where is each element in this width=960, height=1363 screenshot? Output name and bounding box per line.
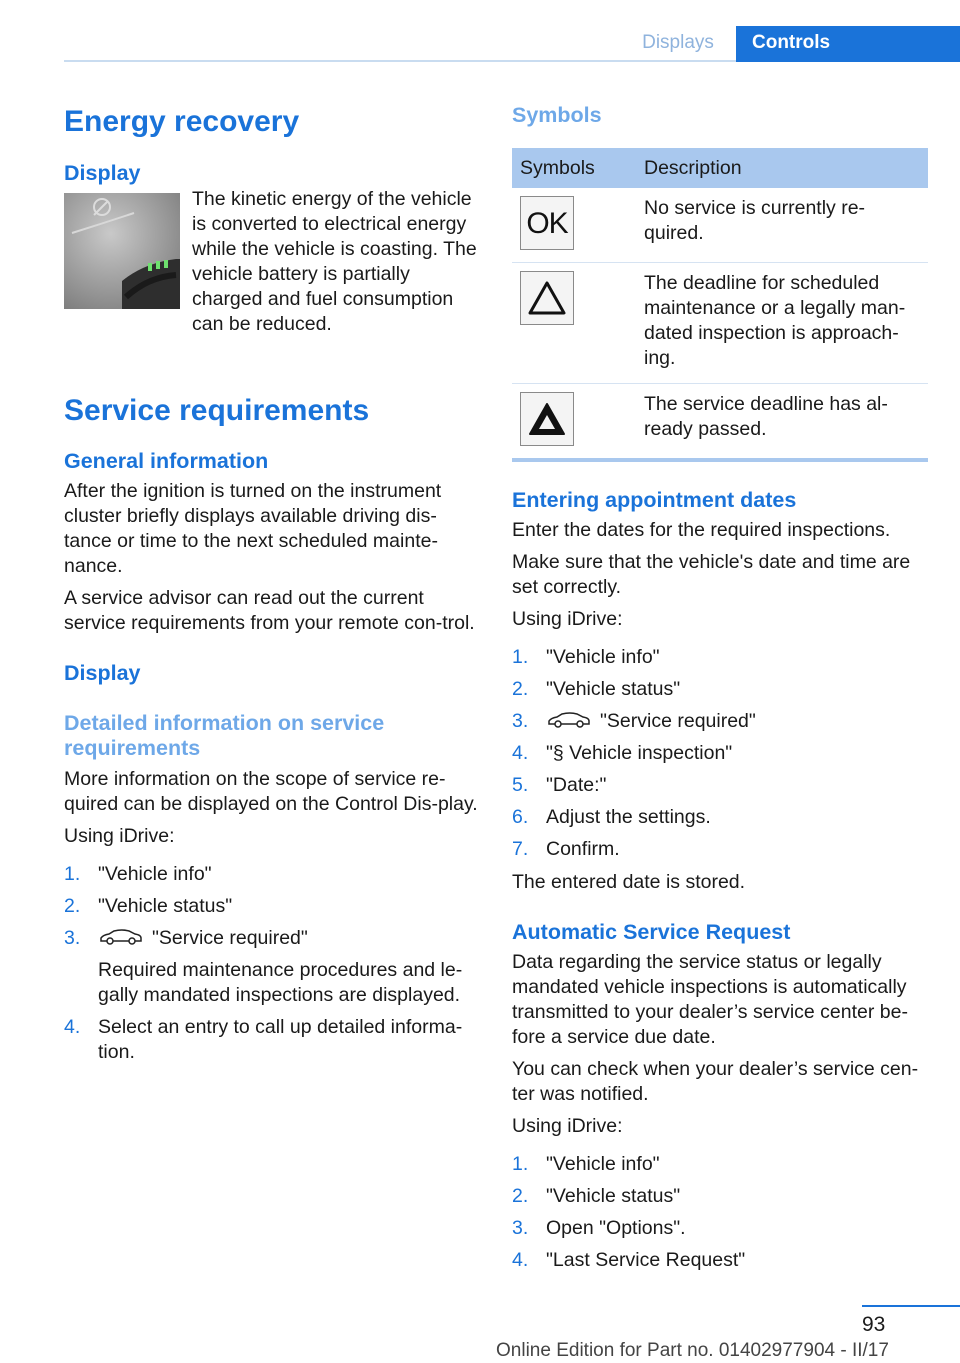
table-row xyxy=(512,188,928,263)
list-item xyxy=(512,773,928,798)
list-item xyxy=(64,862,480,887)
step-number: 2. xyxy=(512,678,529,700)
left-steps-list xyxy=(64,862,480,1065)
symbol-cell xyxy=(512,188,636,263)
list-item xyxy=(512,709,928,734)
step-text: "Vehicle info" xyxy=(546,1153,660,1175)
step-text: "Vehicle status" xyxy=(546,1185,681,1207)
step-number: 3. xyxy=(64,927,81,949)
footer-rule xyxy=(862,1305,960,1307)
table-row xyxy=(512,263,928,384)
step-text: Open "Options". xyxy=(546,1217,686,1239)
energy-block xyxy=(64,187,480,337)
step-text: Confirm. xyxy=(546,838,620,860)
warning-triangle-filled-icon xyxy=(520,392,574,446)
energy-recovery-title: Energy recovery xyxy=(64,105,300,138)
column-header-description: Description xyxy=(636,148,928,188)
detailed-information-heading: Detailed information on service requirements xyxy=(64,711,385,760)
using-idrive-label: Using iDrive: xyxy=(512,608,623,630)
step-text: "Last Service Request" xyxy=(546,1249,746,1271)
step-number: 1. xyxy=(512,1153,529,1175)
symbol-cell xyxy=(512,263,636,384)
step-number: 3. xyxy=(512,1217,529,1239)
step-number: 4. xyxy=(64,1016,81,1038)
appointment-paragraph-1: Enter the dates for the required inspections. xyxy=(512,519,891,541)
step-text: "Vehicle info" xyxy=(546,646,660,668)
list-item xyxy=(512,1184,928,1209)
table-row xyxy=(512,384,928,461)
tab-displays[interactable]: Displays xyxy=(642,32,714,53)
step-text: "Vehicle status" xyxy=(546,678,681,700)
asr-steps-list xyxy=(512,1152,928,1273)
step-text: "Date:" xyxy=(546,774,607,796)
step-number: 4. xyxy=(512,1249,529,1271)
step-number: 4. xyxy=(512,742,529,764)
step-number: 1. xyxy=(512,646,529,668)
ok-icon xyxy=(520,196,574,250)
list-item xyxy=(512,805,928,830)
description-cell: No service is currently re-quired. xyxy=(636,188,928,263)
step-text: "Service required" xyxy=(152,927,308,949)
step-number: 6. xyxy=(512,806,529,828)
step-number: 2. xyxy=(64,895,81,917)
table-header-row xyxy=(512,148,928,188)
asr-paragraph-2: You can check when your dealer’s service cen-ter was notified. xyxy=(512,1058,919,1105)
description-cell: The deadline for scheduled maintenance or a legally man-dated inspection is approach-ing. xyxy=(636,263,928,384)
step-subtext: Required maintenance procedures and le-gally mandated inspections are displayed. xyxy=(98,959,463,1006)
general-paragraph-2: A service advisor can read out the current service requirements from your remote con-trol. xyxy=(64,587,475,634)
step-text: Adjust the settings. xyxy=(546,806,711,828)
display-heading: Display xyxy=(64,661,141,685)
appointment-dates-heading: Entering appointment dates xyxy=(512,488,797,512)
list-item xyxy=(512,677,928,702)
step-text: "Vehicle status" xyxy=(98,895,233,917)
service-requirements-title: Service requirements xyxy=(64,394,370,427)
energy-display-heading: Display xyxy=(64,161,141,185)
list-item xyxy=(512,1216,928,1241)
list-item xyxy=(512,837,928,862)
symbol-cell xyxy=(512,384,636,461)
stored-text: The entered date is stored. xyxy=(512,871,746,893)
step-text: "§ Vehicle inspection" xyxy=(546,742,733,764)
left-column xyxy=(64,100,480,1065)
step-text: "Vehicle info" xyxy=(98,863,212,885)
symbols-table xyxy=(512,148,928,462)
general-information-heading: General information xyxy=(64,449,269,473)
column-header-symbols: Symbols xyxy=(512,148,636,188)
list-item xyxy=(64,926,480,1008)
list-item xyxy=(64,1015,480,1065)
list-item xyxy=(512,645,928,670)
appointment-paragraph-2: Make sure that the vehicle's date and time are set correctly. xyxy=(512,551,911,598)
energy-text: The kinetic energy of the vehicle is converted to electrical energy while the vehicle is coasting. The vehicle battery is partially charged and fuel consumption can be reduced. xyxy=(192,188,477,335)
step-text: Select an entry to call up detailed informa-tion. xyxy=(98,1016,463,1063)
right-steps-list xyxy=(512,645,928,862)
energy-recovery-gauge-image xyxy=(64,193,180,309)
list-item xyxy=(512,1152,928,1177)
list-item xyxy=(64,894,480,919)
step-number: 3. xyxy=(512,710,529,732)
step-number: 1. xyxy=(64,863,81,885)
asr-using-idrive-label: Using iDrive: xyxy=(512,1115,623,1137)
tab-controls[interactable]: Controls xyxy=(736,26,960,62)
step-number: 2. xyxy=(512,1185,529,1207)
list-item xyxy=(512,741,928,766)
step-number: 5. xyxy=(512,774,529,796)
description-cell: The service deadline has al-ready passed. xyxy=(636,384,928,461)
ok-icon-label: OK xyxy=(526,206,568,240)
detailed-paragraph: More information on the scope of service re-quired can be displayed on the Control Dis-play. xyxy=(64,768,478,815)
page-number: 93 xyxy=(862,1313,886,1336)
step-text: "Service required" xyxy=(600,710,756,732)
asr-paragraph-1: Data regarding the service status or legally mandated vehicle inspections is automatically transmitted to your dealer’s service center be-fore a service due date. xyxy=(512,951,908,1048)
edition-footer: Online Edition for Part no. 01402977904 - II/17 xyxy=(496,1340,889,1361)
car-icon xyxy=(98,928,144,946)
warning-triangle-icon xyxy=(520,271,574,325)
list-item xyxy=(512,1248,928,1273)
symbols-heading: Symbols xyxy=(512,103,602,127)
general-paragraph-1: After the ignition is turned on the instrument cluster briefly displays available driving dis-tance or time to the next scheduled mainte-nance. xyxy=(64,480,442,577)
using-idrive-label: Using iDrive: xyxy=(64,825,175,847)
car-icon xyxy=(546,711,592,729)
automatic-service-request-heading: Automatic Service Request xyxy=(512,920,791,944)
step-number: 7. xyxy=(512,838,529,860)
right-column xyxy=(512,100,928,1273)
